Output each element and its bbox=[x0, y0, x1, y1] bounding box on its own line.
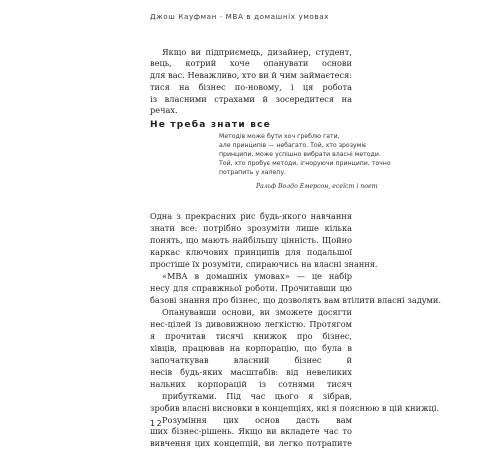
body-text-line: нес-цілей із дивовижною легкістю. Протягом bbox=[150, 319, 352, 329]
body-text-line: Опанувавши основи, ви зможете досягти bbox=[162, 307, 352, 317]
body-text-line: ших бізнес-рішень. Якщо ви вкладете час то bbox=[150, 426, 352, 436]
intro-line: вець, котрий хоче опанувати основи bbox=[150, 58, 352, 68]
intro-line: із власними страхами й зосередитеся на bbox=[150, 94, 352, 104]
body-text-line: простіше їх розуміти, спираючись на власні знання. bbox=[150, 259, 378, 269]
body-text-line: знати все: потрібно зрозуміти лише кілька bbox=[150, 223, 352, 233]
body-text-line: я прочитав тисячі книжок про бізнес, bbox=[150, 331, 352, 341]
intro-line: Якщо ви підприємець, дизайнер, студент, bbox=[162, 47, 352, 57]
body-text-line: зробив власні висновки в концепціях, які я пояснюю в цій книжці. bbox=[150, 403, 440, 413]
body-text-line: нальних корпорацій із сотнями тисяч bbox=[150, 379, 352, 389]
epigraph-line: принципи, може успішно вибрати власні методи. bbox=[219, 151, 381, 158]
epigraph-line: Той, хто пробує методи, ігноруючи принципи, точно bbox=[219, 160, 391, 167]
intro-line: тися на бізнес по-новому, і ця робота bbox=[150, 82, 352, 92]
body-text-line: несу для справжньої роботи. Прочитавши цю bbox=[150, 283, 352, 293]
body-text-line: Розуміння цих основ дасть вам bbox=[162, 415, 352, 425]
body-text-line: Одна з прекрасних рис будь-якого навчання bbox=[150, 211, 352, 221]
body-text-line: базові знання про бізнес, що дозволять вам втілити власні задуми. bbox=[150, 295, 441, 305]
body-text-line: вивчення цих концепцій, ви легко потрапите bbox=[150, 438, 352, 448]
section-heading: Не треба знати все bbox=[150, 120, 271, 130]
running-head: Джош Кауфман · MBA в домашніх умовах bbox=[150, 12, 330, 21]
intro-line: для вас. Неважливо, хто ви й чим займаєтеся: bbox=[150, 70, 352, 80]
body-text-line: хівців, працював на корпорацію, що була в bbox=[150, 343, 352, 353]
body-text-line: несів будь-яких масштабів: від невеликих bbox=[150, 367, 352, 377]
body-text-line: започаткував власний бізнес й bbox=[150, 355, 352, 365]
epigraph-line: але принципів — небагато. Той, хто зрозуміє bbox=[219, 142, 367, 149]
body-text-line: прибутками. Під час цього я зібрав, bbox=[162, 391, 352, 401]
epigraph-line: потрапить у халепу. bbox=[219, 169, 286, 176]
epigraph-line: Методів може бути хоч греблю гати, bbox=[219, 133, 340, 140]
epigraph-attribution: Ральф Волдо Емерсон, есеїст і поет bbox=[256, 183, 378, 190]
intro-line: речах. bbox=[150, 105, 178, 115]
body-text-line: «МВА в домашніх умовах» — це набір bbox=[162, 271, 352, 281]
page-number: 12 bbox=[150, 419, 164, 428]
body-text-line: каркас ключових принципів для подальшої bbox=[150, 247, 352, 257]
body-text-line: понять, що мають найбільшу цінність. Щойно bbox=[150, 235, 352, 245]
